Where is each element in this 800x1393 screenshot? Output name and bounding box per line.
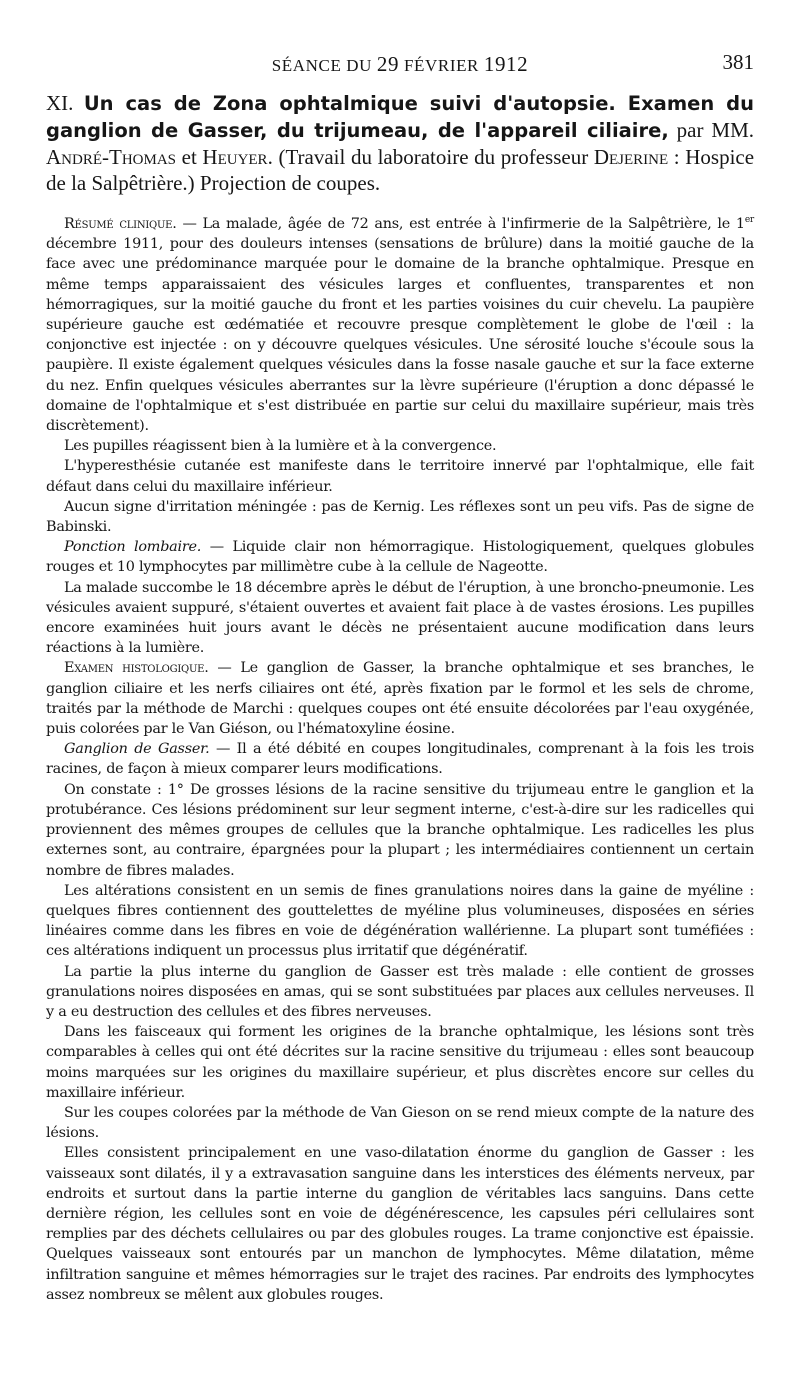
superscript-er: er <box>744 215 754 226</box>
section-by: par MM. <box>676 118 754 142</box>
label-examen-histologique: Examen histologique. <box>64 660 209 677</box>
label-resume-clinique: Résumé clinique. <box>64 216 177 232</box>
section-heading <box>46 90 754 196</box>
paragraph-text: — Le ganglion de Gasser, la branche ophtalmique et ses branches, le ganglion ciliaire et les nerfs ciliaires ont été, après fixation par le formol et les sels de chrome, traités par la méthode de Marchi : quelques coupes ont été ensuite décolorées par l'eau oxygénée, puis colorées par le Van Giéson, ou l'hématoxyline éosine. <box>46 660 754 738</box>
paragraph-vaso-dilatation: Elles consistent principalement en une vaso-dilatation énorme du ganglion de Gasser : les vaisseaux sont dilatés, il y a extravasation sanguine dans les interstices des éléments nerveux, par endroits et surtout dans la partie interne du ganglion de véritables lacs sanguins. Dans cette dernière région, les cellules sont en voie de dégénérescence, les capsules péri cellulaires sont remplies par des déchets cellulaires ou par des globules rouges. La trame conjonctive est épaissie. Quelques vaisseaux sont entourés par un manchon de lymphocytes. Même dilatation, même infiltration sanguine et mêmes hémorragies sur le trajet des racines. Par endroits des lymphocytes assez nombreux se mêlent aux globules rouges. <box>46 1145 754 1303</box>
article-body <box>46 214 754 1305</box>
running-title <box>46 52 754 77</box>
paragraph-examen-histologique <box>46 658 754 739</box>
section-title: Un cas de Zona ophtalmique suivi d'autopsie. Examen du ganglion de Gasser, du trijumeau, de l'appareil ciliaire, <box>46 92 755 142</box>
paragraph-ponction-lombaire <box>46 537 754 577</box>
running-title-seance: SÉANCE DU <box>271 56 377 75</box>
paragraph-pupilles: Les pupilles réagissent bien à la lumière et à la convergence. <box>64 438 497 455</box>
paragraph-deces: La malade succombe le 18 décembre après le début de l'éruption, à une broncho-pneumonie. Les vésicules avaient suppuré, s'étaient ouvertes et avaient fait place à de vastes érosions. Les pupilles encore examinées huit jours avant le décès ne présentaient aucune modification dans leurs réactions à la lumière. <box>46 579 754 657</box>
author-heuyer: Heuyer. <box>202 145 273 169</box>
paragraph-irritation: Aucun signe d'irritation méningée : pas de Kernig. Les réflexes sont un peu vifs. Pas de signe de Babinski. <box>46 498 754 536</box>
paragraph-text: — Liquide clair non hémorragique. Histologiquement, quelques globules rouges et 10 lymphocytes par millimètre cube à la cellule de Nageotte. <box>46 539 754 576</box>
paragraph-van-gieson: Sur les coupes colorées par la méthode de Van Gieson on se rend mieux compte de la nature des lésions. <box>46 1104 754 1142</box>
running-title-month: FÉVRIER <box>399 56 484 75</box>
author-andre-thomas: André-Thomas <box>46 145 176 169</box>
paragraph-resume-clinique <box>46 214 754 436</box>
running-title-year: 1912 <box>483 52 529 76</box>
paragraph-text: décembre 1911, pour des douleurs intenses (sensations de brûlure) dans la moitié gauche de la face avec une prédominance marquée pour le domaine de la branche ophtalmique. Presque en même temps apparaissaient des vésicules larges et confluentes, transparentes et non hémorragiques, sur la moitié gauche du front et les parties voisines du cuir chevelu. La paupière supérieure gauche est œdématiée et recouvre presque complètement le globe de l'œil : la conjonctive est injectée : on y découvre quelques vésicules. Une sérosité louche s'écoule sous la paupière. Il existe également quelques vésicules dans la fosse nasale gauche et sur la face externe du nez. Enfin quelques vésicules aberrantes sur la lèvre supérieure (l'éruption a donc dépassé le domaine de l'ophtalmique et s'est distribuée en partie sur celui du maxillaire supérieur, mais très discrètement). <box>46 236 754 435</box>
paragraph-hyperesthesie: L'hyperesthésie cutanée est manifeste dans le territoire innervé par l'ophtalmique, elle fait défaut dans celui du maxillaire inférieur. <box>46 458 754 495</box>
paragraph-ganglion-gasser <box>46 739 754 779</box>
paragraph-faisceaux: Dans les faisceaux qui forment les origines de la branche ophtalmique, les lésions sont très comparables à celles qui ont été décrites sur la racine sensitive du trijumeau : elles sont beaucoup moins marquées sur les origines du maxillaire supérieur, et plus discrètes encore sur celles du maxillaire inférieur. <box>46 1024 754 1101</box>
page-number: 381 <box>722 50 754 74</box>
section-note-b: : Hospice de la Salpêtrière.) Projection de coupes. <box>46 145 755 195</box>
paragraph-alterations: Les altérations consistent en un semis de fines granulations noires dans la gaine de myéline : quelques fibres contiennent des gouttelettes de myéline plus volumineuses, disposées en séries linéaires comme dans les fibres en voie de dégénération wallérienne. La plupart sont tuméfiées : ces altérations indiquent un processus plus irritatif que dégénératif. <box>46 882 754 960</box>
paragraph-text: — Il a été débité en coupes longitudinales, comprenant à la fois les trois racines, de façon à mieux comparer leurs modifications. <box>46 741 754 778</box>
professor-dejerine: Dejerine <box>593 145 669 169</box>
label-ponction-lombaire: Ponction lombaire. <box>64 539 202 556</box>
section-note-a: (Travail du laboratoire du professeur <box>278 145 589 169</box>
section-and: et <box>181 145 197 169</box>
paragraph-constate: On constate : 1° De grosses lésions de la racine sensitive du trijumeau entre le ganglion et la protubérance. Ces lésions prédominent sur leur segment interne, c'est-à-dire sur les radicelles qui proviennent des mêmes groupes de cellules que la branche ophtalmique. Les radicelles les plus externes sont, au contraire, épargnées pour la plupart ; les intermédiaires contiennent un certain nombre de fibres malades. <box>46 781 754 879</box>
paragraph-partie-interne: La partie la plus interne du ganglion de Gasser est très malade : elle contient de grosses granulations noires disposées en amas, qui se sont substituées par places aux cellules nerveuses. Il y a eu destruction des cellules et des fibres nerveuses. <box>46 963 754 1020</box>
section-number: XI. <box>46 91 74 115</box>
label-ganglion-gasser: Ganglion de Gasser. <box>64 741 210 758</box>
paragraph-text: — La malade, âgée de 72 ans, est entrée à l'infirmerie de la Salpêtrière, le 1 <box>176 216 745 232</box>
running-title-day: 29 <box>376 52 400 76</box>
page <box>46 50 754 1305</box>
running-head <box>46 50 754 80</box>
